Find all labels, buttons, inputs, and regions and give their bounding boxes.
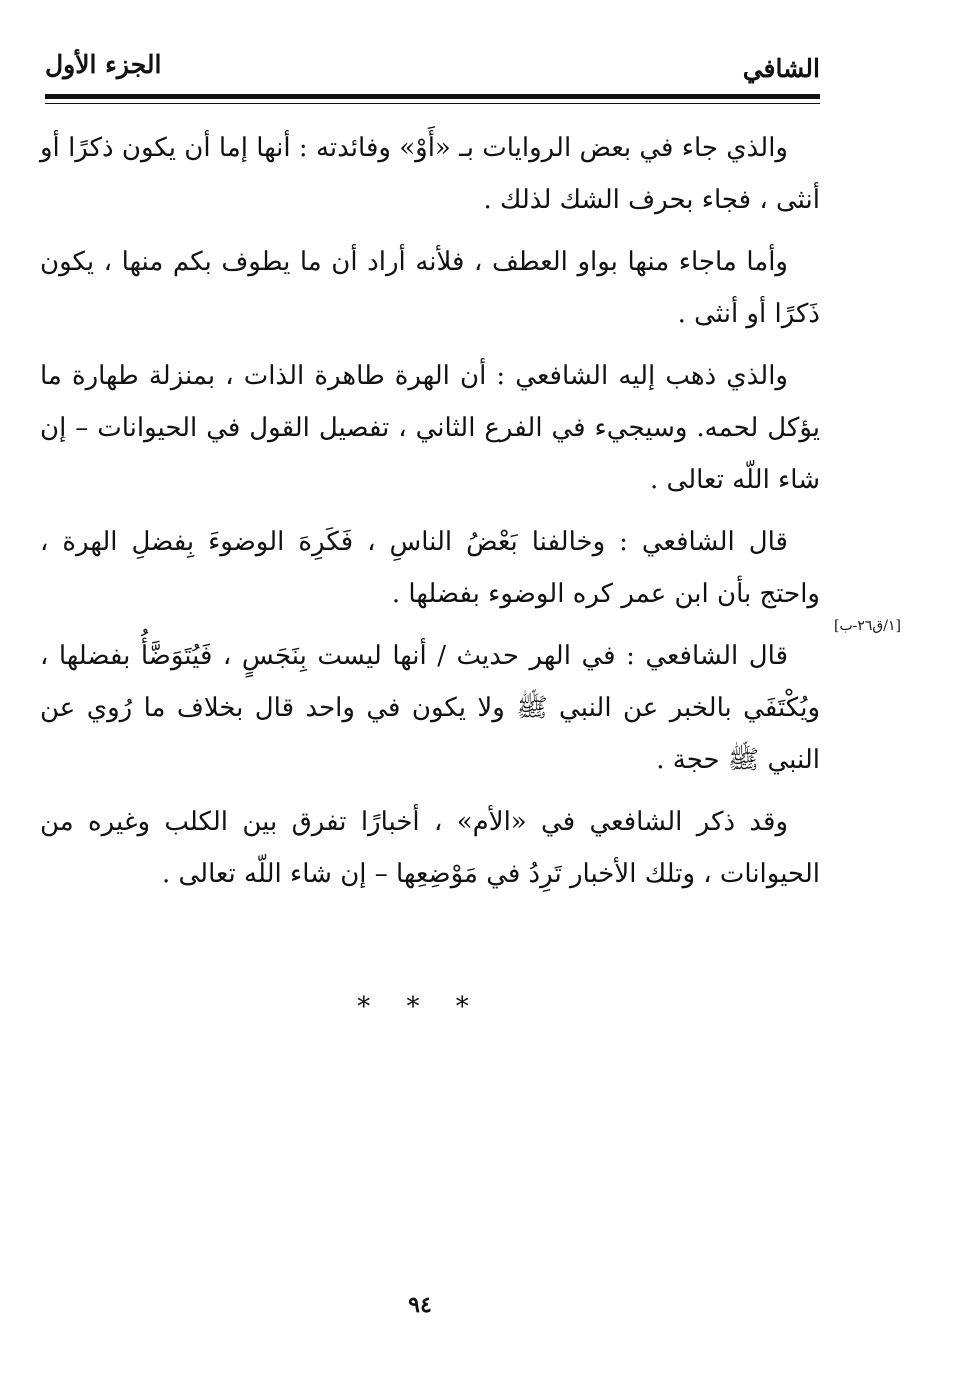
header-rule-thin (45, 103, 820, 104)
manuscript-folio-note: [١/ق٢٦-ب] (834, 618, 902, 634)
section-separator: * * * (357, 992, 483, 1022)
paragraph: قال الشافعي : وخالفنا بَعْضُ الناسِ ، فَكَرِهَ الوضوءَ بِفضلِ الهرة ، واحتج بأن ابن عمر كره الوضوء بفضلها . (40, 527, 820, 609)
paragraph: وقد ذكر الشافعي في «الأم» ، أخبارًا تفرق بين الكلب وغيره من الحيوانات ، وتلك الأخبار تَرِدُ في مَوْضِعِها – إن شاء اللّه تعالى . (40, 807, 820, 889)
body-text (40, 122, 820, 910)
running-title: الشافي (742, 54, 820, 83)
volume-label: الجزء الأول (45, 50, 162, 79)
paragraph: والذي جاء في بعض الروايات بـ «أَوْ» وفائدته : أنها إما أن يكون ذكرًا أو أنثى ، فجاء بحرف الشك لذلك . (40, 133, 820, 215)
paragraph: قال الشافعي : في الهر حديث / أنها ليست بِنَجَسٍ ، فَيُتَوَضَّأُ بفضلها ، ويُكْتَفَي بالخبر عن النبي ﷺ ولا يكون في واحد قال بخلاف ما رُوي عن النبي ﷺ حجة . (40, 641, 820, 775)
page-number: ٩٤ (408, 1292, 432, 1318)
paragraph: والذي ذهب إليه الشافعي : أن الهرة طاهرة الذات ، بمنزلة طهارة ما يؤكل لحمه. وسيجيء في الفرع الثاني ، تفصيل القول في الحيوانات – إن شاء اللّه تعالى . (40, 361, 820, 495)
page-header (45, 50, 820, 90)
paragraph: وأما ماجاء منها بواو العطف ، فلأنه أراد أن ما يطوف بكم منها ، يكون ذَكرًا أو أنثى . (40, 247, 820, 329)
header-rule-thick (45, 94, 820, 99)
